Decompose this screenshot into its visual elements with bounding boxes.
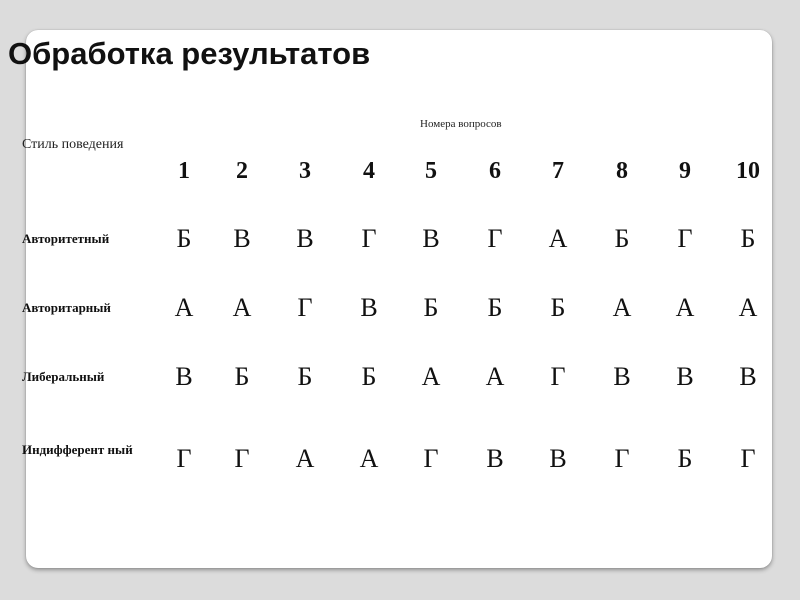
- answer-cell: В: [739, 362, 757, 391]
- answer-cell: В: [613, 362, 631, 391]
- answer-cell: В: [360, 293, 378, 322]
- answer-cell: Г: [297, 293, 313, 322]
- question-number: 8: [616, 158, 628, 184]
- answer-cell: В: [296, 224, 314, 253]
- question-number: 7: [552, 158, 564, 184]
- question-number: 4: [363, 158, 375, 184]
- answer-cell: Б: [297, 362, 313, 391]
- style-column-header: Стиль поведения: [22, 137, 124, 152]
- answer-cell: Г: [550, 362, 566, 391]
- answer-cell: Г: [614, 444, 630, 473]
- answer-cell: В: [486, 444, 504, 473]
- answer-cell: Б: [614, 224, 630, 253]
- answer-cell: Г: [176, 444, 192, 473]
- question-number: 9: [679, 158, 691, 184]
- answer-cell: Г: [677, 224, 693, 253]
- slide-card: [26, 30, 772, 568]
- answer-cell: А: [232, 293, 252, 322]
- answer-cell: В: [549, 444, 567, 473]
- answer-cell: А: [675, 293, 695, 322]
- question-number: 6: [489, 158, 501, 184]
- question-number: 3: [299, 158, 311, 184]
- answer-cell: Б: [550, 293, 566, 322]
- answer-cell: В: [676, 362, 694, 391]
- answer-cell: Г: [234, 444, 250, 473]
- question-number: 1: [178, 158, 190, 184]
- answer-cell: А: [548, 224, 568, 253]
- answer-cell: Г: [487, 224, 503, 253]
- answer-cell: В: [422, 224, 440, 253]
- row-label: Индифферент ный: [22, 442, 133, 457]
- row-label: Авторитарный: [22, 300, 111, 315]
- answer-cell: Г: [423, 444, 439, 473]
- answer-cell: А: [174, 293, 194, 322]
- question-number: 5: [425, 158, 437, 184]
- answer-cell: А: [738, 293, 758, 322]
- row-label: Авторитетный: [22, 231, 110, 246]
- answer-cell: В: [233, 224, 251, 253]
- row-label: Либеральный: [22, 369, 105, 384]
- answer-cell: А: [421, 362, 441, 391]
- question-number: 2: [236, 158, 248, 184]
- answer-cell: Б: [234, 362, 250, 391]
- answer-cell: Г: [361, 224, 377, 253]
- answer-cell: Б: [361, 362, 377, 391]
- answer-cell: Б: [176, 224, 192, 253]
- answer-cell: Б: [740, 224, 756, 253]
- answer-cell: Б: [423, 293, 439, 322]
- question-number: 10: [736, 158, 760, 184]
- answer-cell: Г: [740, 444, 756, 473]
- page-title: Обработка результатов: [8, 36, 371, 71]
- answer-cell: Б: [487, 293, 503, 322]
- answer-cell: Б: [677, 444, 693, 473]
- answer-cell: А: [359, 444, 379, 473]
- answer-cell: А: [485, 362, 505, 391]
- questions-caption: Номера вопросов: [420, 118, 502, 130]
- answer-cell: В: [175, 362, 193, 391]
- answer-cell: А: [295, 444, 315, 473]
- answer-cell: А: [612, 293, 632, 322]
